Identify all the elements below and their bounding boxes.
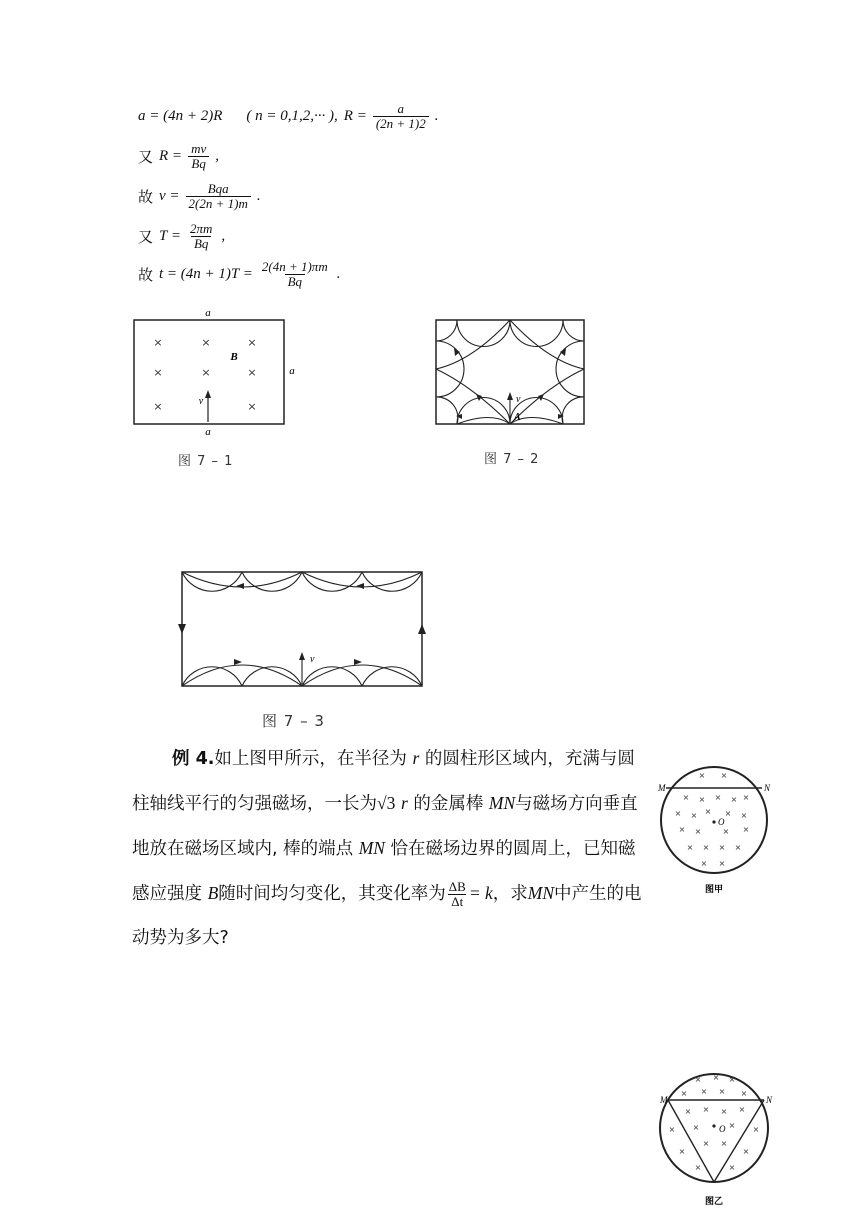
fig2-label-v: v bbox=[516, 394, 521, 405]
equation-line-5: 故 t = (4n + 1)T = $\frac{2(4n + 1)\pi m}{Bq}$ . bbox=[138, 258, 341, 289]
svg-text:×: × bbox=[682, 793, 690, 802]
fig1-label-top: a bbox=[205, 307, 211, 319]
svg-text:×: × bbox=[712, 1073, 720, 1082]
svg-text:×: × bbox=[668, 1125, 676, 1134]
svg-text:×: × bbox=[153, 366, 163, 379]
svg-text:×: × bbox=[684, 1107, 692, 1116]
svg-text:×: × bbox=[674, 809, 682, 818]
eq4-numerator: 2πm bbox=[189, 220, 213, 236]
ex-mn1: MN bbox=[488, 793, 516, 813]
eq3-denominator: 2(2n + 1)m bbox=[186, 196, 251, 211]
fig3-label-v: v bbox=[310, 654, 315, 665]
svg-text:×: × bbox=[680, 1089, 688, 1098]
svg-text:×: × bbox=[702, 843, 710, 852]
svg-text:×: × bbox=[752, 1125, 760, 1134]
eq1-fraction bbox=[373, 102, 429, 131]
jia-label-M: M bbox=[658, 783, 666, 793]
field-crosses bbox=[153, 336, 256, 413]
eq1-R: R = bbox=[343, 107, 367, 124]
fig2-label-A: A bbox=[514, 412, 521, 423]
svg-text:×: × bbox=[740, 811, 748, 820]
eq2-R: R = bbox=[159, 147, 183, 164]
eq4-T: T = bbox=[159, 227, 181, 244]
svg-text:×: × bbox=[720, 1107, 728, 1116]
fig-yi-caption: 图乙 bbox=[704, 1197, 724, 1207]
eq1-condition: ( n = 0,1,2,··· ), bbox=[246, 107, 338, 124]
svg-text:×: × bbox=[247, 336, 257, 349]
fig1-label-bottom: a bbox=[205, 426, 211, 436]
ex-text8: 中产生的电动势为多大? bbox=[132, 884, 642, 948]
svg-text:×: × bbox=[153, 336, 163, 349]
eq2-prefix: 又 bbox=[138, 147, 154, 166]
yi-label-M: M bbox=[660, 1095, 668, 1105]
figure-7-3 bbox=[176, 568, 432, 690]
figure-7-1 bbox=[128, 306, 298, 436]
jia-crosses bbox=[675, 771, 750, 868]
eq2-denominator: Bq bbox=[188, 156, 208, 171]
ex-mn2: MN bbox=[358, 838, 385, 858]
svg-text:×: × bbox=[702, 1105, 710, 1114]
svg-text:×: × bbox=[730, 795, 738, 804]
fig1-label-right: a bbox=[289, 365, 295, 377]
svg-text:×: × bbox=[201, 366, 211, 379]
svg-text:×: × bbox=[678, 825, 686, 834]
eq5-numerator: 2(4n + 1)πm bbox=[261, 258, 328, 274]
ex-text7: ，求 bbox=[492, 884, 528, 904]
jia-label-N: N bbox=[764, 783, 771, 793]
svg-text:×: × bbox=[247, 400, 257, 413]
eq3-prefix: 故 bbox=[138, 187, 154, 206]
eq3-fraction bbox=[186, 182, 251, 211]
svg-text:×: × bbox=[734, 843, 742, 852]
svg-text:×: × bbox=[722, 827, 730, 836]
eq1-lhs: a = (4n + 2)R bbox=[138, 107, 223, 124]
svg-text:×: × bbox=[738, 1105, 746, 1114]
ex-frac-den: Δt bbox=[448, 894, 466, 909]
svg-text:×: × bbox=[702, 1139, 710, 1148]
svg-text:×: × bbox=[698, 771, 706, 780]
fig3-caption: 图 7 – 3 bbox=[262, 712, 325, 730]
svg-text:×: × bbox=[694, 827, 702, 836]
svg-text:×: × bbox=[742, 825, 750, 834]
ex-r2: r bbox=[400, 793, 408, 813]
fig1-label-v: v bbox=[198, 396, 204, 407]
equation-line-4: 又 T = $\frac{2\pi m}{Bq}$ , bbox=[138, 220, 226, 251]
example-4-paragraph bbox=[132, 736, 647, 960]
eq1-denominator: (2n + 1)2 bbox=[373, 116, 429, 131]
eq4-prefix: 又 bbox=[138, 227, 154, 246]
svg-text:×: × bbox=[718, 859, 726, 868]
svg-text:×: × bbox=[718, 843, 726, 852]
svg-text:×: × bbox=[704, 807, 712, 816]
svg-text:×: × bbox=[740, 1089, 748, 1098]
svg-text:×: × bbox=[720, 771, 728, 780]
eq3-numerator: Bqa bbox=[207, 180, 229, 196]
fig1-label-B: B bbox=[230, 351, 238, 363]
eq2-numerator: mv bbox=[191, 140, 207, 156]
svg-text:×: × bbox=[690, 811, 698, 820]
eq5-prefix: 故 bbox=[138, 265, 154, 284]
svg-text:×: × bbox=[742, 793, 750, 802]
example-title: 例 4. bbox=[172, 749, 215, 769]
ex-sqrt: √3 bbox=[377, 793, 396, 813]
svg-text:×: × bbox=[720, 1139, 728, 1148]
eq2-fraction bbox=[188, 142, 209, 171]
ex-text3: 的金属棒 bbox=[413, 794, 484, 814]
svg-text:×: × bbox=[718, 1087, 726, 1096]
eq4-fraction bbox=[187, 222, 215, 251]
jia-label-O: O bbox=[718, 817, 725, 827]
ex-text1: 如上图甲所示，在半径为 bbox=[214, 749, 407, 769]
eq5-t: t = (4n + 1)T = bbox=[159, 265, 253, 282]
ex-eqk: = k bbox=[468, 883, 493, 903]
ex-mn3: MN bbox=[527, 883, 555, 903]
equation-line-3: 故 v = $\frac{\text{Bqa}}{2(2n + 1)m}$ . bbox=[138, 180, 261, 211]
equation-line-2: 又 R = $\frac{mv}{Bq}$ , bbox=[138, 140, 219, 171]
ex-b: B bbox=[207, 883, 219, 903]
fig1-caption: 图 7 – 1 bbox=[178, 454, 234, 469]
ex-r1: r bbox=[412, 748, 420, 768]
svg-text:×: × bbox=[247, 366, 257, 379]
svg-text:×: × bbox=[700, 1087, 708, 1096]
figure-yi bbox=[652, 1062, 776, 1212]
yi-label-O: O bbox=[719, 1124, 726, 1134]
yi-crosses bbox=[669, 1073, 760, 1172]
ex-fraction bbox=[446, 880, 469, 909]
svg-text:×: × bbox=[728, 1075, 736, 1084]
eq4-denominator: Bq bbox=[191, 236, 211, 251]
eq5-fraction bbox=[259, 260, 331, 289]
yi-label-N: N bbox=[766, 1095, 773, 1105]
ex-text2: 的圆柱形区域内，充满与圆柱轴线平行的匀强磁场，一长为 bbox=[132, 749, 635, 814]
fig-jia-caption: 图甲 bbox=[704, 885, 724, 895]
ex-text6: 随时间均匀变化，其变化率为 bbox=[218, 884, 446, 904]
svg-text:×: × bbox=[714, 793, 722, 802]
ex-frac-num: ΔB bbox=[448, 878, 466, 894]
svg-text:×: × bbox=[694, 1163, 702, 1172]
svg-text:×: × bbox=[700, 859, 708, 868]
fig2-caption: 图 7 – 2 bbox=[484, 452, 540, 467]
figure-jia bbox=[652, 758, 776, 898]
svg-text:×: × bbox=[742, 1147, 750, 1156]
svg-text:×: × bbox=[698, 795, 706, 804]
svg-text:×: × bbox=[728, 1163, 736, 1172]
eq5-denominator: Bq bbox=[285, 274, 305, 289]
svg-text:×: × bbox=[686, 843, 694, 852]
svg-text:×: × bbox=[728, 1121, 736, 1130]
eq1-numerator: a bbox=[397, 100, 405, 116]
eq3-v: v = bbox=[159, 187, 180, 204]
svg-text:×: × bbox=[724, 809, 732, 818]
ex-text5: 恰在磁场边界的圆周上，已知磁感应强度 bbox=[132, 839, 636, 904]
svg-text:×: × bbox=[694, 1075, 702, 1084]
svg-text:×: × bbox=[678, 1147, 686, 1156]
figure-7-2 bbox=[432, 316, 588, 428]
svg-text:×: × bbox=[153, 400, 163, 413]
svg-text:×: × bbox=[692, 1123, 700, 1132]
equation-line-1: a = (4n + 2)R ( n = 0,1,2,··· ), R = $\frac{a}{(2n + 1)2}$ . bbox=[138, 100, 439, 131]
svg-text:×: × bbox=[201, 336, 211, 349]
ex-text4: 与磁场方向垂直地放在磁场区域内, 棒的端点 bbox=[132, 794, 638, 859]
